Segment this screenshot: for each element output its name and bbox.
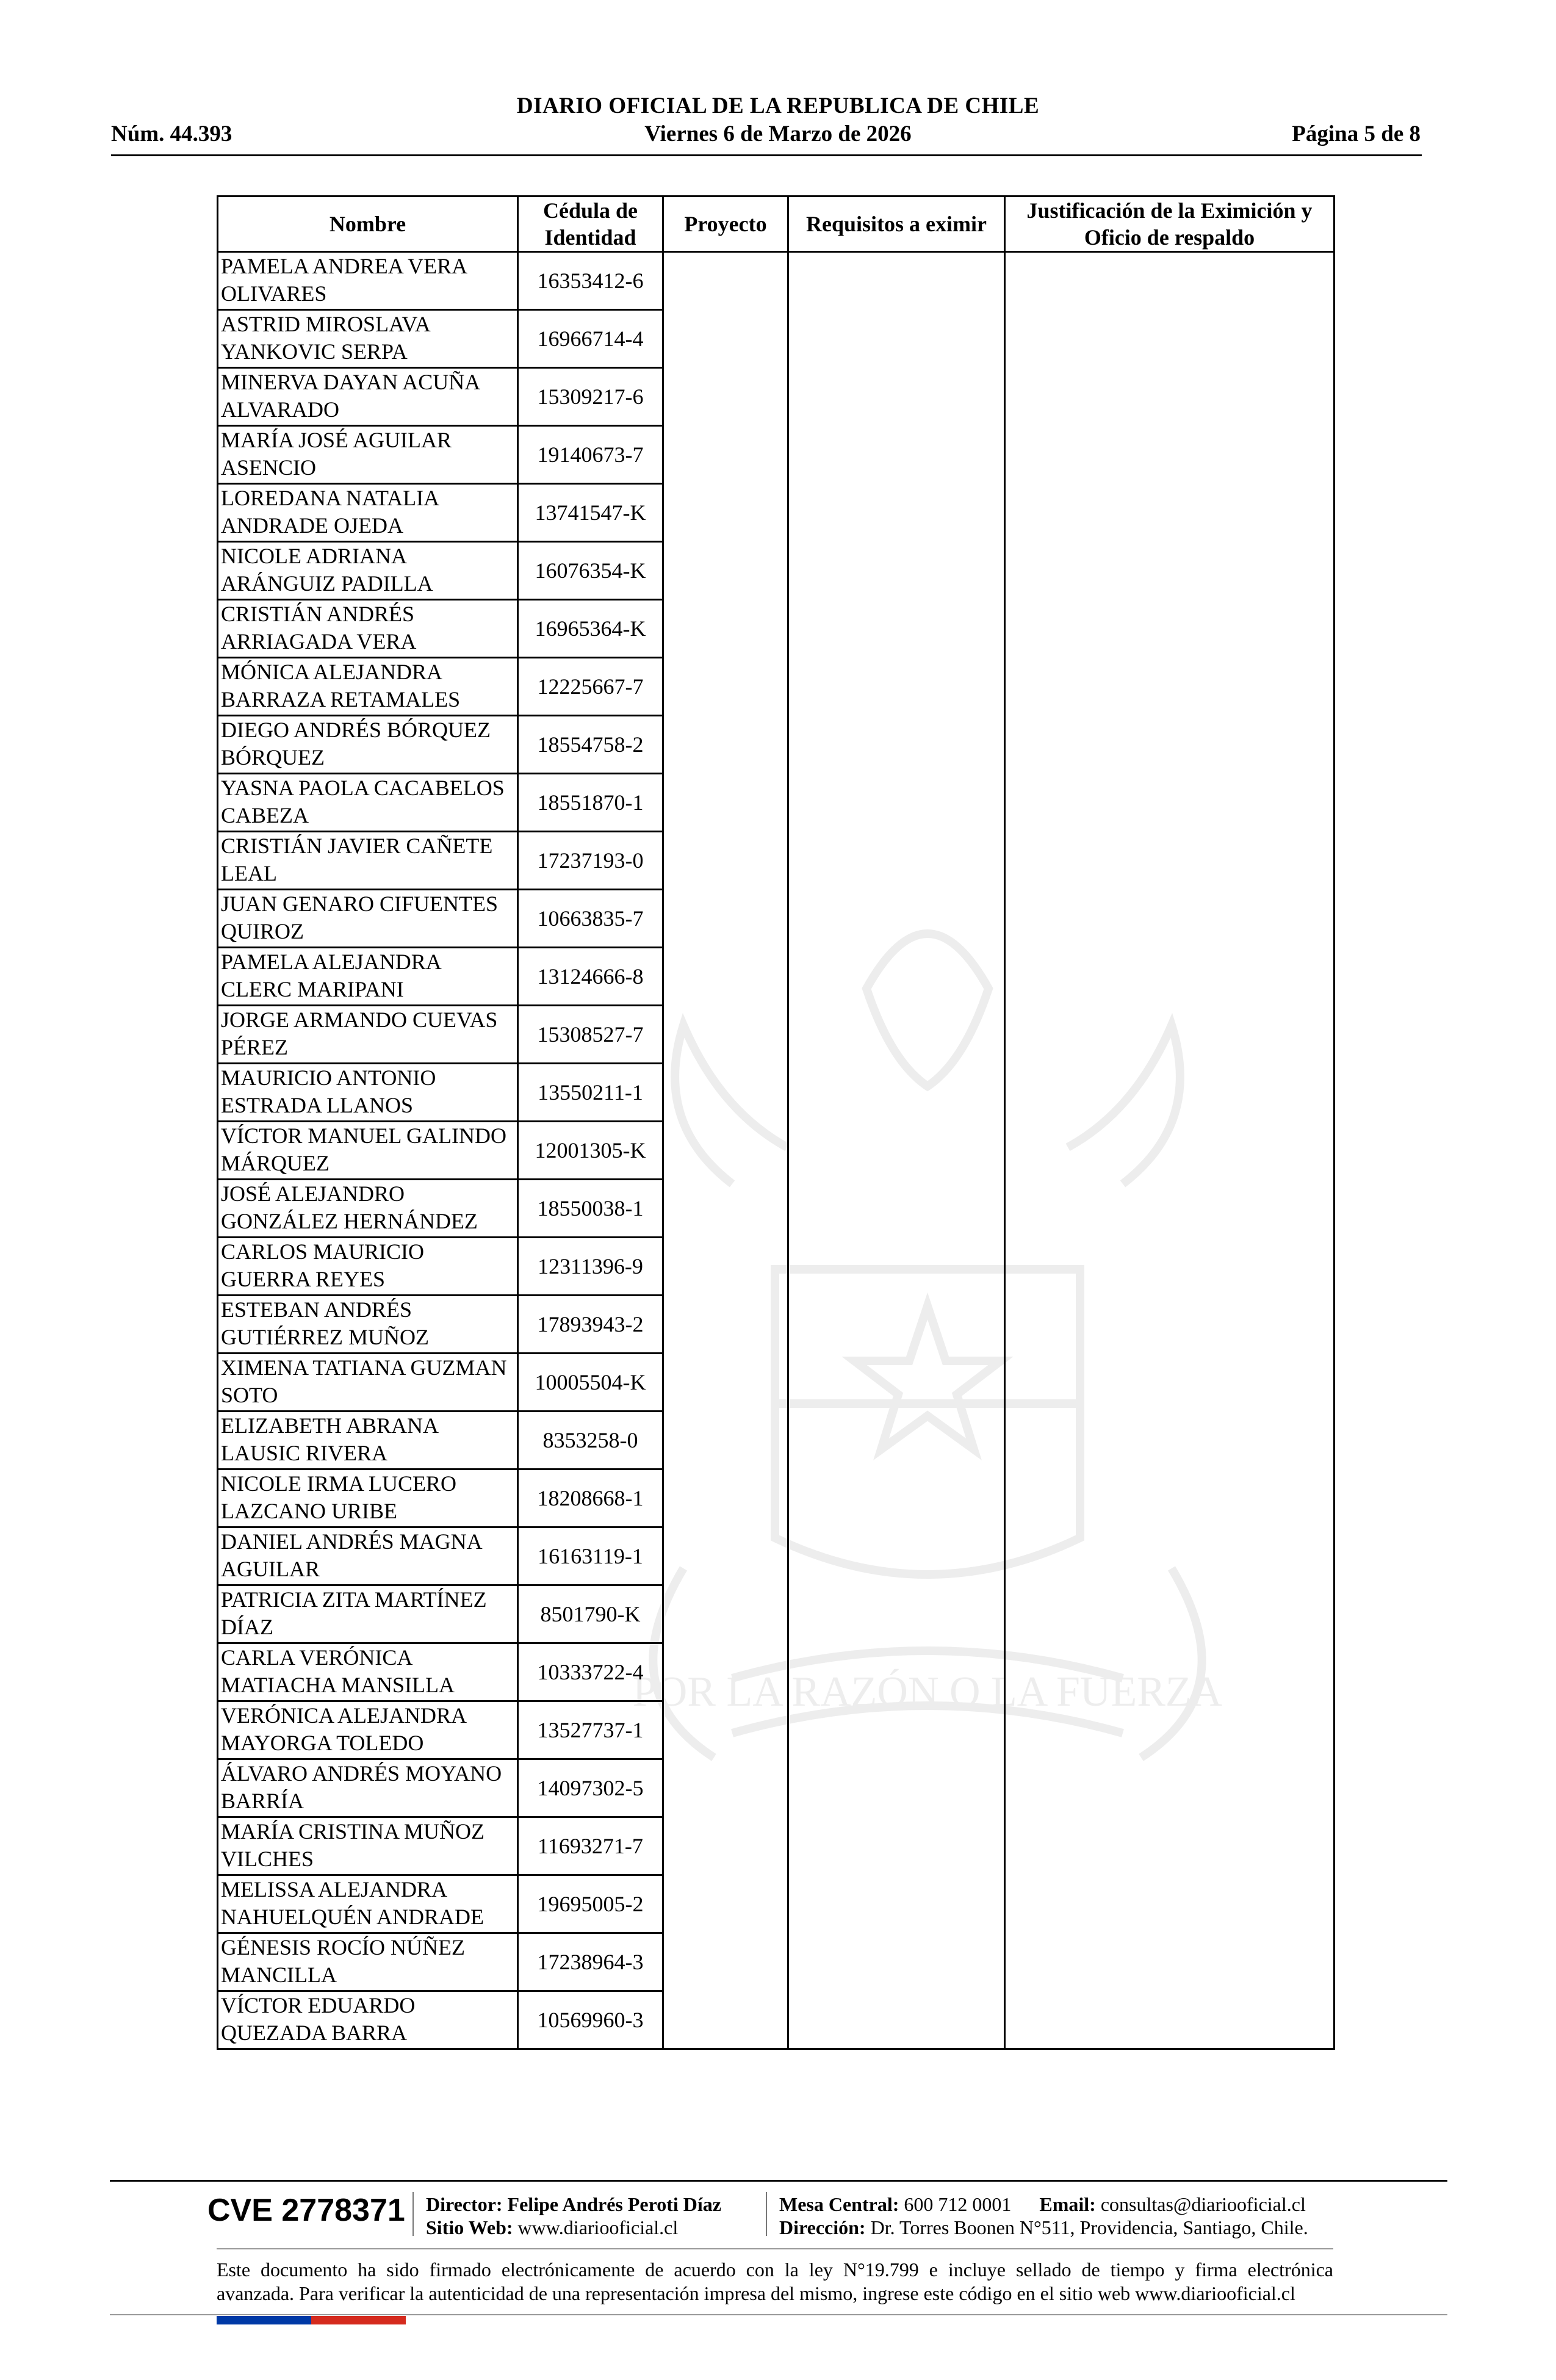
issue-date: Viernes 6 de Marzo de 2026 bbox=[644, 121, 912, 146]
proyecto-cell bbox=[663, 600, 788, 658]
proyecto-cell bbox=[663, 890, 788, 948]
person-name-cell: CRISTIÁN JAVIER CAÑETE LEAL bbox=[218, 832, 518, 890]
email-label: Email: bbox=[1039, 2193, 1096, 2215]
proyecto-cell bbox=[663, 948, 788, 1006]
person-name-cell: CARLA VERÓNICA MATIACHA MANSILLA bbox=[218, 1643, 518, 1701]
requisitos-cell bbox=[788, 426, 1005, 484]
justificacion-cell bbox=[1005, 1064, 1334, 1122]
flag-stripe-blue bbox=[217, 2316, 311, 2324]
justificacion-cell bbox=[1005, 1527, 1334, 1585]
requisitos-cell bbox=[788, 832, 1005, 890]
table-row bbox=[218, 658, 1334, 716]
person-name-cell: PAMELA ALEJANDRA CLERC MARIPANI bbox=[218, 948, 518, 1006]
table-row bbox=[218, 1238, 1334, 1296]
requisitos-cell bbox=[788, 1701, 1005, 1759]
justificacion-cell bbox=[1005, 1296, 1334, 1354]
id-number-cell: 15308527-7 bbox=[518, 1006, 663, 1064]
table-row bbox=[218, 1701, 1334, 1759]
justificacion-cell bbox=[1005, 1469, 1334, 1527]
justificacion-cell bbox=[1005, 1701, 1334, 1759]
mesa-central-label: Mesa Central: bbox=[779, 2193, 899, 2215]
requisitos-cell bbox=[788, 774, 1005, 832]
justificacion-cell bbox=[1005, 890, 1334, 948]
website-label: Sitio Web: bbox=[426, 2216, 513, 2238]
proyecto-cell bbox=[663, 1817, 788, 1875]
table-row bbox=[218, 1933, 1334, 1991]
proyecto-cell bbox=[663, 1643, 788, 1701]
id-number-cell: 14097302-5 bbox=[518, 1759, 663, 1817]
id-number-cell: 16076354-K bbox=[518, 542, 663, 600]
proyecto-cell bbox=[663, 1180, 788, 1238]
id-number-cell: 15309217-6 bbox=[518, 368, 663, 426]
person-name-cell: CRISTIÁN ANDRÉS ARRIAGADA VERA bbox=[218, 600, 518, 658]
proyecto-cell bbox=[663, 832, 788, 890]
proyecto-cell bbox=[663, 1412, 788, 1469]
id-number-cell: 18208668-1 bbox=[518, 1469, 663, 1527]
id-number-cell: 18550038-1 bbox=[518, 1180, 663, 1238]
requisitos-cell bbox=[788, 252, 1005, 310]
justificacion-cell bbox=[1005, 832, 1334, 890]
requisitos-cell bbox=[788, 1296, 1005, 1354]
table-row bbox=[218, 252, 1334, 310]
table-row bbox=[218, 1469, 1334, 1527]
id-number-cell: 13550211-1 bbox=[518, 1064, 663, 1122]
address-value: Dr. Torres Boonen N°511, Providencia, Santiago, Chile. bbox=[870, 2216, 1308, 2238]
proyecto-cell bbox=[663, 1933, 788, 1991]
requisitos-cell bbox=[788, 1817, 1005, 1875]
table-row bbox=[218, 832, 1334, 890]
table-row bbox=[218, 890, 1334, 948]
id-number-cell: 16966714-4 bbox=[518, 310, 663, 368]
cve-code: CVE 2778371 bbox=[207, 2193, 405, 2228]
justificacion-cell bbox=[1005, 484, 1334, 542]
person-name-cell: MÓNICA ALEJANDRA BARRAZA RETAMALES bbox=[218, 658, 518, 716]
requisitos-cell bbox=[788, 542, 1005, 600]
justificacion-cell bbox=[1005, 774, 1334, 832]
id-number-cell: 16965364-K bbox=[518, 600, 663, 658]
justificacion-cell bbox=[1005, 1991, 1334, 2049]
footer-divider-bottom bbox=[110, 2314, 1447, 2315]
requisitos-cell bbox=[788, 310, 1005, 368]
person-name-cell: JUAN GENARO CIFUENTES QUIROZ bbox=[218, 890, 518, 948]
table-row bbox=[218, 1064, 1334, 1122]
justificacion-cell bbox=[1005, 252, 1334, 310]
table-body bbox=[218, 252, 1334, 2049]
id-number-cell: 8353258-0 bbox=[518, 1412, 663, 1469]
table-row bbox=[218, 600, 1334, 658]
justificacion-cell bbox=[1005, 658, 1334, 716]
person-name-cell: MARÍA CRISTINA MUÑOZ VILCHES bbox=[218, 1817, 518, 1875]
justificacion-cell bbox=[1005, 1006, 1334, 1064]
id-number-cell: 16353412-6 bbox=[518, 252, 663, 310]
table-row bbox=[218, 1527, 1334, 1585]
proyecto-cell bbox=[663, 1759, 788, 1817]
table-row bbox=[218, 368, 1334, 426]
person-name-cell: VERÓNICA ALEJANDRA MAYORGA TOLEDO bbox=[218, 1701, 518, 1759]
requisitos-cell bbox=[788, 1006, 1005, 1064]
justificacion-cell bbox=[1005, 1643, 1334, 1701]
person-name-cell: GÉNESIS ROCÍO NÚÑEZ MANCILLA bbox=[218, 1933, 518, 1991]
column-header-justificacion: Justificación de la Eximición y Oficio de respaldo bbox=[1005, 197, 1334, 252]
requisitos-cell bbox=[788, 658, 1005, 716]
address-line bbox=[779, 2216, 1308, 2239]
newspaper-title: DIARIO OFICIAL DE LA REPUBLICA DE CHILE bbox=[516, 93, 1040, 118]
requisitos-cell bbox=[788, 484, 1005, 542]
proyecto-cell bbox=[663, 1238, 788, 1296]
justificacion-cell bbox=[1005, 368, 1334, 426]
person-name-cell: MARÍA JOSÉ AGUILAR ASENCIO bbox=[218, 426, 518, 484]
person-name-cell: PATRICIA ZITA MARTÍNEZ DÍAZ bbox=[218, 1585, 518, 1643]
website-line bbox=[426, 2216, 678, 2239]
requisitos-cell bbox=[788, 1064, 1005, 1122]
table-row bbox=[218, 484, 1334, 542]
id-number-cell: 13124666-8 bbox=[518, 948, 663, 1006]
proyecto-cell bbox=[663, 310, 788, 368]
person-name-cell: VÍCTOR EDUARDO QUEZADA BARRA bbox=[218, 1991, 518, 2049]
id-number-cell: 8501790-K bbox=[518, 1585, 663, 1643]
id-number-cell: 11693271-7 bbox=[518, 1817, 663, 1875]
requisitos-cell bbox=[788, 948, 1005, 1006]
proyecto-cell bbox=[663, 658, 788, 716]
person-name-cell: PAMELA ANDREA VERA OLIVARES bbox=[218, 252, 518, 310]
person-name-cell: DANIEL ANDRÉS MAGNA AGUILAR bbox=[218, 1527, 518, 1585]
person-name-cell: JORGE ARMANDO CUEVAS PÉREZ bbox=[218, 1006, 518, 1064]
table-row bbox=[218, 1296, 1334, 1354]
table-row bbox=[218, 948, 1334, 1006]
justificacion-cell bbox=[1005, 1412, 1334, 1469]
justificacion-cell bbox=[1005, 1354, 1334, 1412]
id-number-cell: 16163119-1 bbox=[518, 1527, 663, 1585]
justificacion-cell bbox=[1005, 1875, 1334, 1933]
id-number-cell: 10333722-4 bbox=[518, 1643, 663, 1701]
id-number-cell: 17238964-3 bbox=[518, 1933, 663, 1991]
justificacion-cell bbox=[1005, 1933, 1334, 1991]
person-name-cell: MAURICIO ANTONIO ESTRADA LLANOS bbox=[218, 1064, 518, 1122]
table-row bbox=[218, 1354, 1334, 1412]
proyecto-cell bbox=[663, 426, 788, 484]
requisitos-cell bbox=[788, 1759, 1005, 1817]
table-row bbox=[218, 1817, 1334, 1875]
requisitos-cell bbox=[788, 1991, 1005, 2049]
person-name-cell: DIEGO ANDRÉS BÓRQUEZ BÓRQUEZ bbox=[218, 716, 518, 774]
email-link[interactable]: consultas@diariooficial.cl bbox=[1100, 2193, 1306, 2215]
person-name-cell: MELISSA ALEJANDRA NAHUELQUÉN ANDRADE bbox=[218, 1875, 518, 1933]
requisitos-cell bbox=[788, 1643, 1005, 1701]
table-row bbox=[218, 716, 1334, 774]
mesa-central-value: 600 712 0001 bbox=[904, 2193, 1012, 2215]
proyecto-cell bbox=[663, 542, 788, 600]
director-line bbox=[426, 2193, 721, 2216]
justificacion-cell bbox=[1005, 948, 1334, 1006]
address-label: Dirección: bbox=[779, 2216, 866, 2238]
requisitos-cell bbox=[788, 1238, 1005, 1296]
person-name-cell: CARLOS MAURICIO GUERRA REYES bbox=[218, 1238, 518, 1296]
table-row bbox=[218, 310, 1334, 368]
legal-notice-line-2: avanzada. Para verificar la autenticidad de una representación impresa del mismo, ingrese este código en el sitio web www.diariooficial.cl bbox=[217, 2282, 1295, 2304]
flag-stripe-red bbox=[311, 2316, 406, 2324]
person-name-cell: MINERVA DAYAN ACUÑA ALVARADO bbox=[218, 368, 518, 426]
table-row bbox=[218, 1643, 1334, 1701]
id-number-cell: 13527737-1 bbox=[518, 1701, 663, 1759]
legal-notice-line-1: Este documento ha sido firmado electrónicamente de acuerdo con la ley N°19.799 e incluye sellado de tiempo y firma electrónica bbox=[217, 2259, 1333, 2281]
page-number: Página 5 de 8 bbox=[1292, 121, 1421, 146]
director-label: Director: bbox=[426, 2193, 503, 2215]
table-row bbox=[218, 1585, 1334, 1643]
website-link[interactable]: www.diariooficial.cl bbox=[517, 2216, 679, 2238]
proyecto-cell bbox=[663, 1585, 788, 1643]
id-number-cell: 10663835-7 bbox=[518, 890, 663, 948]
person-name-cell: YASNA PAOLA CACABELOS CABEZA bbox=[218, 774, 518, 832]
column-header-nombre: Nombre bbox=[218, 197, 518, 252]
justificacion-cell bbox=[1005, 1817, 1334, 1875]
person-name-cell: ELIZABETH ABRANA LAUSIC RIVERA bbox=[218, 1412, 518, 1469]
table-row bbox=[218, 774, 1334, 832]
footer-divider-mid bbox=[217, 2248, 1333, 2249]
table-row bbox=[218, 1412, 1334, 1469]
table-row bbox=[218, 1875, 1334, 1933]
table-row bbox=[218, 1991, 1334, 2049]
requisitos-cell bbox=[788, 716, 1005, 774]
proyecto-cell bbox=[663, 1527, 788, 1585]
person-name-cell: XIMENA TATIANA GUZMAN SOTO bbox=[218, 1354, 518, 1412]
person-name-cell: JOSÉ ALEJANDRO GONZÁLEZ HERNÁNDEZ bbox=[218, 1180, 518, 1238]
justificacion-cell bbox=[1005, 1238, 1334, 1296]
person-name-cell: LOREDANA NATALIA ANDRADE OJEDA bbox=[218, 484, 518, 542]
column-header-cedula: Cédula de Identidad bbox=[518, 197, 663, 252]
table-row bbox=[218, 1759, 1334, 1817]
proyecto-cell bbox=[663, 484, 788, 542]
id-number-cell: 12001305-K bbox=[518, 1122, 663, 1180]
id-number-cell: 17893943-2 bbox=[518, 1296, 663, 1354]
justificacion-cell bbox=[1005, 600, 1334, 658]
proyecto-cell bbox=[663, 1354, 788, 1412]
justificacion-cell bbox=[1005, 1180, 1334, 1238]
proyecto-cell bbox=[663, 1991, 788, 2049]
table-header-row bbox=[218, 197, 1334, 252]
footer-separator bbox=[412, 2192, 414, 2236]
id-number-cell: 19695005-2 bbox=[518, 1875, 663, 1933]
footer-divider-top bbox=[110, 2180, 1447, 2182]
proyecto-cell bbox=[663, 1296, 788, 1354]
proyecto-cell bbox=[663, 252, 788, 310]
footer-separator bbox=[766, 2192, 767, 2236]
id-number-cell: 10569960-3 bbox=[518, 1991, 663, 2049]
proyecto-cell bbox=[663, 716, 788, 774]
table-row bbox=[218, 426, 1334, 484]
id-number-cell: 19140673-7 bbox=[518, 426, 663, 484]
person-name-cell: ÁLVARO ANDRÉS MOYANO BARRÍA bbox=[218, 1759, 518, 1817]
contact-line bbox=[779, 2193, 1306, 2216]
requisitos-cell bbox=[788, 1469, 1005, 1527]
id-number-cell: 17237193-0 bbox=[518, 832, 663, 890]
id-number-cell: 18554758-2 bbox=[518, 716, 663, 774]
proyecto-cell bbox=[663, 1122, 788, 1180]
id-number-cell: 13741547-K bbox=[518, 484, 663, 542]
issue-number: Núm. 44.393 bbox=[111, 121, 232, 146]
proyecto-cell bbox=[663, 1469, 788, 1527]
person-name-cell: ASTRID MIROSLAVA YANKOVIC SERPA bbox=[218, 310, 518, 368]
person-name-cell: VÍCTOR MANUEL GALINDO MÁRQUEZ bbox=[218, 1122, 518, 1180]
exemption-table bbox=[217, 195, 1335, 2050]
justificacion-cell bbox=[1005, 1122, 1334, 1180]
person-name-cell: NICOLE ADRIANA ARÁNGUIZ PADILLA bbox=[218, 542, 518, 600]
id-number-cell: 12225667-7 bbox=[518, 658, 663, 716]
requisitos-cell bbox=[788, 1354, 1005, 1412]
id-number-cell: 12311396-9 bbox=[518, 1238, 663, 1296]
table-row bbox=[218, 1180, 1334, 1238]
id-number-cell: 10005504-K bbox=[518, 1354, 663, 1412]
requisitos-cell bbox=[788, 1875, 1005, 1933]
table-row bbox=[218, 1006, 1334, 1064]
header-divider bbox=[111, 154, 1422, 156]
requisitos-cell bbox=[788, 600, 1005, 658]
person-name-cell: NICOLE IRMA LUCERO LAZCANO URIBE bbox=[218, 1469, 518, 1527]
person-name-cell: ESTEBAN ANDRÉS GUTIÉRREZ MUÑOZ bbox=[218, 1296, 518, 1354]
proyecto-cell bbox=[663, 1701, 788, 1759]
table-row bbox=[218, 1122, 1334, 1180]
justificacion-cell bbox=[1005, 716, 1334, 774]
requisitos-cell bbox=[788, 1122, 1005, 1180]
director-value: Felipe Andrés Peroti Díaz bbox=[507, 2193, 721, 2215]
table-row bbox=[218, 542, 1334, 600]
watermark-motto: POR LA RAZÓN O LA FUERZA bbox=[632, 1668, 1223, 1715]
requisitos-cell bbox=[788, 1585, 1005, 1643]
proyecto-cell bbox=[663, 1006, 788, 1064]
requisitos-cell bbox=[788, 1180, 1005, 1238]
requisitos-cell bbox=[788, 1933, 1005, 1991]
proyecto-cell bbox=[663, 774, 788, 832]
column-header-proyecto: Proyecto bbox=[663, 197, 788, 252]
proyecto-cell bbox=[663, 1064, 788, 1122]
justificacion-cell bbox=[1005, 426, 1334, 484]
justificacion-cell bbox=[1005, 1585, 1334, 1643]
requisitos-cell bbox=[788, 368, 1005, 426]
justificacion-cell bbox=[1005, 310, 1334, 368]
justificacion-cell bbox=[1005, 542, 1334, 600]
requisitos-cell bbox=[788, 1412, 1005, 1469]
requisitos-cell bbox=[788, 890, 1005, 948]
column-header-requisitos: Requisitos a eximir bbox=[788, 197, 1005, 252]
proyecto-cell bbox=[663, 368, 788, 426]
requisitos-cell bbox=[788, 1527, 1005, 1585]
proyecto-cell bbox=[663, 1875, 788, 1933]
id-number-cell: 18551870-1 bbox=[518, 774, 663, 832]
justificacion-cell bbox=[1005, 1759, 1334, 1817]
